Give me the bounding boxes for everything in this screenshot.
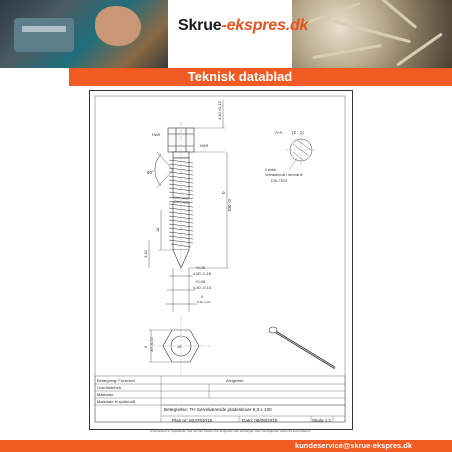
dim-har-right: HAR [200, 143, 209, 148]
brand-logo[interactable] [178, 17, 308, 35]
footer-email[interactable]: kundeservice@skrue-ekspres.dk [295, 441, 412, 450]
header-photo-tools [0, 0, 168, 68]
dim-length-a: 0 [221, 191, 226, 194]
dim-d1: 4,50 -0,16 [193, 271, 212, 276]
dim-head-width-a: 0 [143, 345, 148, 348]
tb-deviations: Afvigelser [226, 378, 244, 383]
tb-plan: Plan nr: 833781018 [172, 418, 213, 423]
tb-material: Materiale [97, 392, 114, 397]
callout-line2: Selvskærende i henhold til [265, 173, 303, 177]
section-label: A-A [275, 130, 283, 135]
dim-head-height: 4,40 ±0,15 [217, 101, 222, 120]
dim-angle: 60° [147, 170, 154, 175]
dim-shank: 3,40 [143, 250, 148, 258]
dim-length-b: 100 -3 [227, 199, 232, 212]
isometric-screw [269, 327, 335, 368]
tb-coating: Belægning: Forzinket [97, 378, 135, 383]
tb-scale: Skala 1:1 [312, 418, 332, 423]
hex-label: 10 [177, 344, 182, 349]
dim-d2: 4,80 -0,10 [193, 285, 212, 290]
section-scale: (2 : 1) [292, 130, 304, 135]
dim-d1-tol: +0,05 [195, 265, 206, 270]
dim-d3-tol: 0 [201, 294, 204, 299]
tb-date: Dato: 08/09/2010 [242, 418, 278, 423]
header-photo-screws [292, 0, 452, 68]
callout-line1: 3 striber [265, 168, 277, 172]
banner-title: Teknisk datablad [187, 69, 293, 84]
dim-tip: 18 [155, 227, 160, 232]
brand-part2: -ekspres.dk [221, 17, 309, 34]
tb-material-tip: Materiale til spidsi-sål [97, 399, 136, 404]
tb-disclaimer: Dimensioner er vejledende, idet der kan forekomme afvigelser eller ændringer uden forudgående varsel fra leverandøren. [150, 429, 312, 433]
tb-description: Betegnelse: TH Selvskærende pladeskruer 6,3 x 100 [164, 407, 272, 412]
dim-har-left: HAR [152, 132, 161, 137]
dim-d2-tol: +0,08 [195, 279, 206, 284]
dim-d3: 6,30 -0,27 [197, 300, 211, 304]
tb-surface: Overfladebeh. [97, 385, 123, 390]
dim-head-width-b: 10 -0,22 [149, 337, 154, 352]
brand-part1: Skrue [178, 17, 222, 34]
callout-line3: DIN 7513 [271, 179, 288, 183]
